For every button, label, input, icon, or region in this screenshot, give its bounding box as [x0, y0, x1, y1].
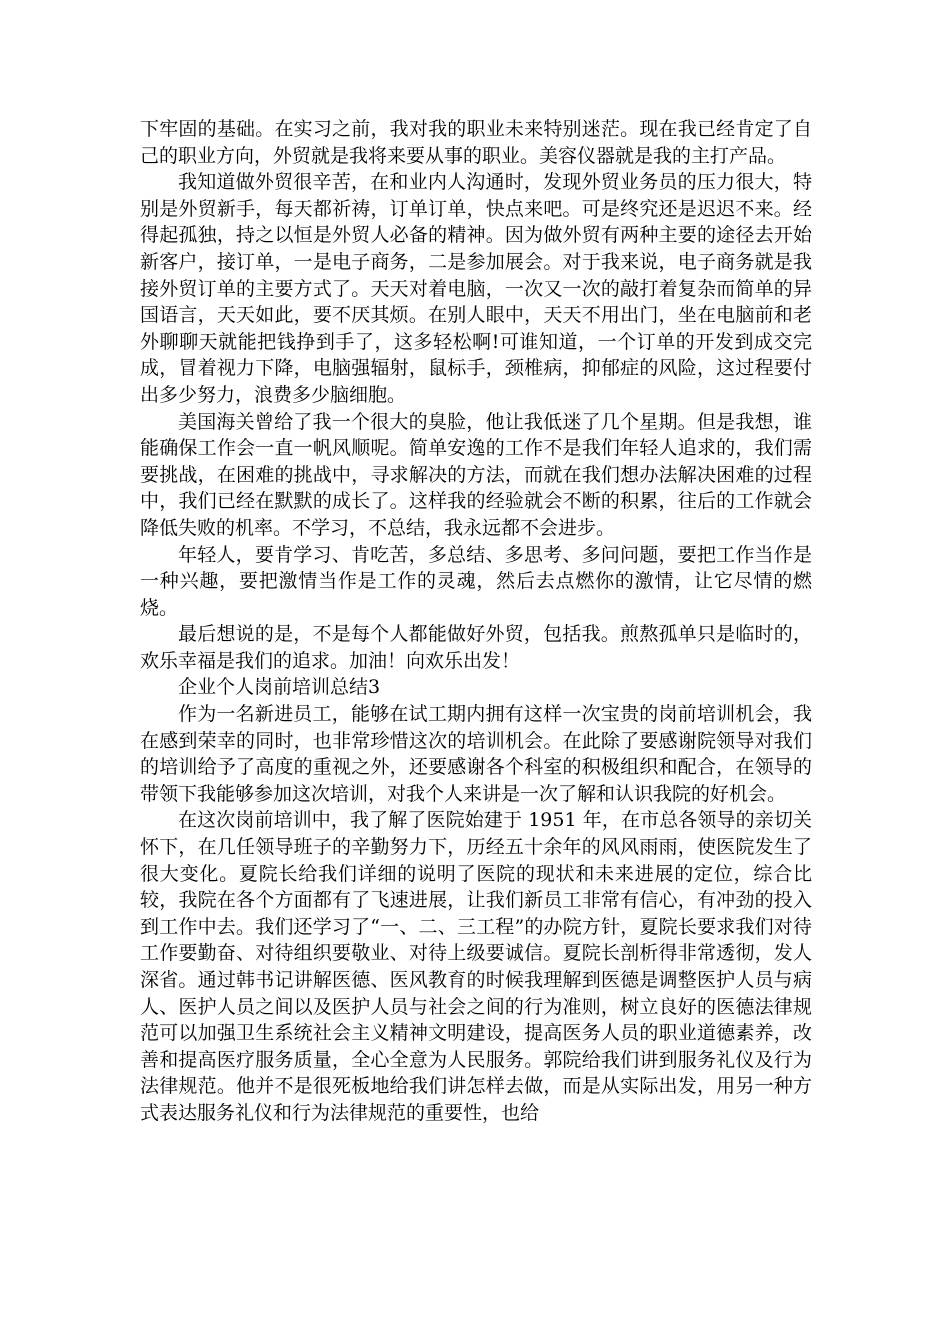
paragraph-foreign-trade-hardship: 我知道做外贸很辛苦，在和业内人沟通时，发现外贸业务员的压力很大，特别是外贸新手，每天都祈祷，订单订单，快点来吧。可是终究还是迟迟不来。经得起孤独，持之以恒是外贸人必备的精神。因为做外贸有两种主要的途径去开始新客户，接订单，一是电子商务，二是参加展会。对于我来说，电子商务就是我接外贸订单的主要方式了。天天对着电脑，一次又一次的敲打着复杂而简单的异国语言，天天如此，要不厌其烦。在别人眼中，天天不用出门，坐在电脑前和老外聊聊天就能把钱挣到手了，这多轻松啊!可谁知道，一个订单的开发到成交完成，冒着视力下降，电脑强辐射，鼠标手，颈椎病，抑郁症的风险，这过程要付出多少努力，浪费多少脑细胞。	[140, 171, 812, 406]
document-page	[140, 116, 812, 1127]
paragraph-continuation: 下牢固的基础。在实习之前，我对我的职业未来特别迷茫。现在我已经肯定了自己的职业方向，外贸就是我将来要从事的职业。美容仪器就是我的主打产品。	[140, 118, 812, 167]
paragraph-training-intro: 作为一名新进员工，能够在试工期内拥有这样一次宝贵的岗前培训机会，我在感到荣幸的同时，也非常珍惜这次的培训机会。在此除了要感谢院领导对我们的培训给予了高度的重视之外，还要感谢各个科室的积极组织和配合，在领导的带领下我能够参加这次培训，对我个人来讲是一次了解和认识我院的好机会。	[140, 703, 812, 805]
paragraph-closing-thoughts: 最后想说的是，不是每个人都能做好外贸，包括我。煎熬孤单只是临时的，欢乐幸福是我们的追求。加油！向欢乐出发！	[140, 623, 812, 672]
paragraph-customs-setback: 美国海关曾给了我一个很大的臭脸，他让我低迷了几个星期。但是我想，谁能确保工作会一直一帆风顺呢。简单安逸的工作不是我们年轻人追求的，我们需要挑战，在困难的挑战中，寻求解决的方法，而就在我们想办法解决困难的过程中，我们已经在默默的成长了。这样我的经验就会不断的积累，往后的工作就会降低失败的机率。不学习，不总结，我永远都不会进步。	[140, 410, 812, 539]
paragraph-young-people: 年轻人，要肯学习、肯吃苦，多总结、多思考、多问问题，要把工作当作是一种兴趣，要把激情当作是工作的灵魂，然后去点燃你的激情，让它尽情的燃烧。	[140, 543, 812, 619]
section-heading: 企业个人岗前培训总结3	[178, 676, 381, 699]
paragraph-training-details: 在这次岗前培训中，我了解了医院始建于 1951 年，在市总各领导的亲切关怀下，在几任领导班子的辛勤努力下，历经五十余年的风风雨雨，使医院发生了很大变化。夏院长给我们详细的说明了医院的现状和未来进展的定位，综合比较，我院在各个方面都有了飞速进展，让我们新员工非常有信心，有冲劲的投入到工作中去。我们还学习了“一、二、三工程”的办院方针，夏院长要求我们对待工作要勤奋、对待组织要敬业、对待上级要诚信。夏院长剖析得非常透彻，发人深省。通过韩书记讲解医德、医风教育的时候我理解到医德是调整医护人员与病人、医护人员之间以及医护人员与社会之间的行为准则，树立良好的医德法律规范可以加强卫生系统社会主义精神文明建设，提高医务人员的职业道德素养，改善和提高医疗服务质量，全心全意为人民服务。郭院给我们讲到服务礼仪及行为法律规范。他并不是很死板地给我们讲怎样去做，而是从实际出发，用另一种方式表达服务礼仪和行为法律规范的重要性，也给	[140, 809, 812, 1124]
